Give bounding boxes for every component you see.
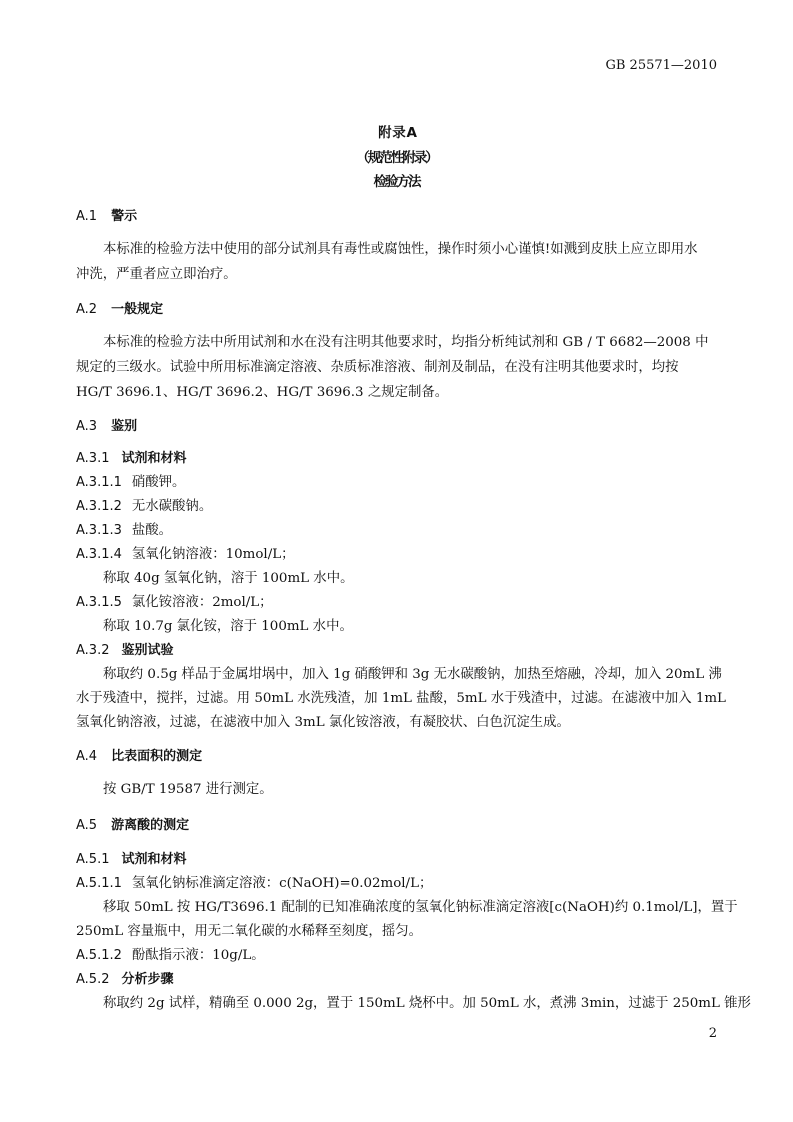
appendix-name: 检验方法	[373, 174, 420, 190]
paragraph-line: HG/T 3696.1、HG/T 3696.2、HG/T 3696.3 之规定制备。	[76, 385, 449, 400]
paragraph-line: 规定的三级水。试验中所用标准滴定溶液、杂质标准溶液、制剂及制品，在没有注明其他要求时，均按	[76, 360, 679, 375]
section-heading-a3: A.3 鉴别	[76, 419, 138, 434]
clause-a511: A.5.1.1 氢氧化钠标准滴定溶液：c(NaOH)=0.02mol/L；	[76, 876, 433, 891]
section-heading-a5: A.5 游离酸的测定	[76, 818, 190, 833]
paragraph-line: 称取约 2g 试样，精确至 0.000 2g，置于 150mL 烧杯中。加 50mL 水，煮沸 3min，过滤于 250mL 锥形	[103, 996, 751, 1011]
paragraph-line: 水于残渣中，搅拌，过滤。用 50mL 水洗残渣，加 1mL 盐酸，5mL 水于残渣中，过滤。在滤液中加入 1mL	[76, 691, 726, 706]
paragraph-line: 本标准的检验方法中所用试剂和水在没有注明其他要求时，均指分析纯试剂和 GB / T 6682—2008 中	[103, 335, 709, 350]
clause-a312: A.3.1.2 无水碳酸钠。	[76, 499, 213, 514]
paragraph-line: 250mL 容量瓶中，用无二氧化碳的水稀释至刻度，摇匀。	[76, 924, 422, 939]
clause-a311: A.3.1.1 硝酸钾。	[76, 475, 186, 490]
standard-code: GB 25571—2010	[605, 58, 717, 73]
clause-a313: A.3.1.3 盐酸。	[76, 523, 173, 538]
section-heading-a52: A.5.2 分析步骤	[76, 972, 174, 987]
appendix-nature: （规范性附录）	[356, 150, 437, 166]
section-heading-a1: A.1 警示	[76, 209, 138, 224]
section-heading-a2: A.2 一般规定	[76, 302, 164, 317]
page-number: 2	[708, 1026, 717, 1041]
clause-a512: A.5.1.2 酚酞指示液：10g/L。	[76, 948, 265, 963]
appendix-title: 附 录 A	[378, 125, 415, 141]
clause-a314: A.3.1.4 氢氧化钠溶液：10mol/L；	[76, 547, 295, 562]
paragraph-line: 移取 50mL 按 HG/T3696.1 配制的已知准确浓度的氢氧化钠标准滴定溶液[c(NaOH)约 0.1mol/L]，置于	[103, 900, 738, 915]
section-heading-a4: A.4 比表面积的测定	[76, 749, 203, 764]
section-heading-a31: A.3.1 试剂和材料	[76, 451, 187, 466]
paragraph-line: 称取约 0.5g 样品于金属坩埚中，加入 1g 硝酸钾和 3g 无水碳酸钠，加热至熔融，冷却，加入 20mL 沸	[103, 667, 722, 682]
paragraph-line: 按 GB/T 19587 进行测定。	[103, 782, 273, 797]
paragraph-line: 称取 10.7g 氯化铵，溶于 100mL 水中。	[103, 619, 353, 634]
section-heading-a32: A.3.2 鉴别试验	[76, 643, 174, 658]
clause-a315: A.3.1.5 氯化铵溶液：2mol/L；	[76, 595, 273, 610]
paragraph-line: 本标准的检验方法中使用的部分试剂具有毒性或腐蚀性，操作时须小心谨慎!如溅到皮肤上应立即用水	[103, 242, 698, 257]
paragraph-line: 冲洗，严重者应立即治疗。	[76, 267, 237, 282]
section-heading-a51: A.5.1 试剂和材料	[76, 852, 187, 867]
paragraph-line: 氢氧化钠溶液，过滤，在滤液中加入 3mL 氯化铵溶液，有凝胶状、白色沉淀生成。	[76, 715, 570, 730]
paragraph-line: 称取 40g 氢氧化钠，溶于 100mL 水中。	[103, 571, 354, 586]
